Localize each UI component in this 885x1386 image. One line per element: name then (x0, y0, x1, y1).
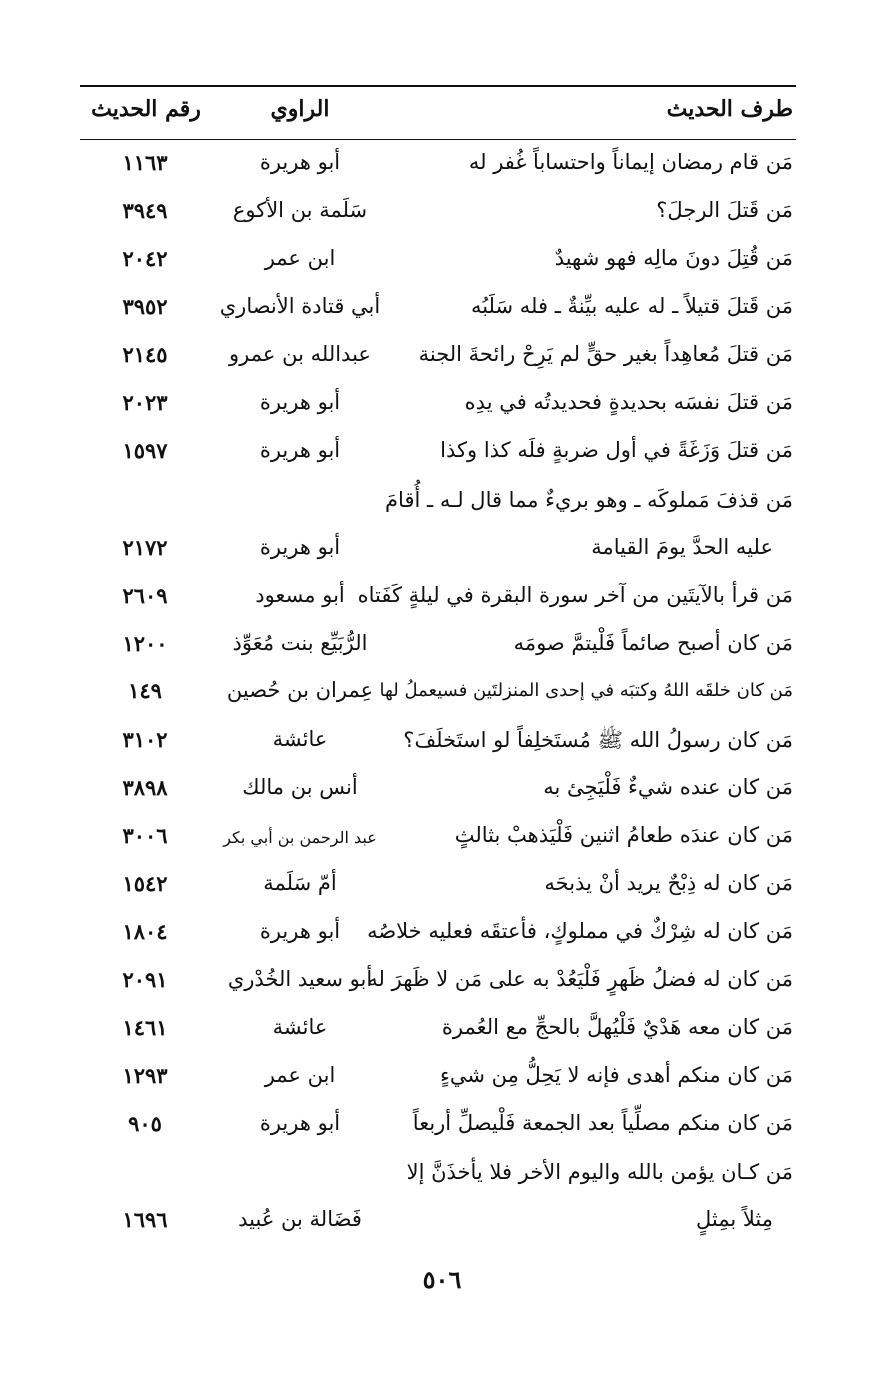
row-text-continued: عليه الحدَّ يومَ القيامة (591, 535, 773, 559)
row-narrator: أمّ سَلَمة (263, 871, 337, 895)
row-narrator: أبو هريرة (259, 535, 341, 559)
row-number: ١٢٩٣ (122, 1063, 168, 1088)
row-narrator: أبو هريرة (259, 1111, 341, 1135)
row-narrator: ابن عمر (264, 246, 336, 270)
row-narrator: عائشة (272, 1015, 328, 1039)
page-number: ٥٠٦ (422, 1265, 462, 1294)
row-text: مَن كان منكم أهدى فإنه لا يَحِلُّ مِن شيءٍ (439, 1063, 793, 1087)
row-narrator: عبدالله بن عمرو (229, 342, 371, 366)
row-text: مَن كان منكم مصلِّياً بعد الجمعة فَلْيصلِّ أربعاً (412, 1111, 793, 1135)
row-number: ٣٩٤٩ (122, 198, 168, 223)
row-number: ٢١٤٥ (122, 342, 168, 367)
header-hadith-text: طرف الحديث (666, 96, 793, 122)
row-text: مَن كان عندَه طعامُ اثنين فَلْيَذهبْ بثالثٍ (454, 823, 793, 847)
row-text: مَن قَتلَ قتيلاً ـ له عليه بيِّنةٌ ـ فله سَلَبُه (470, 294, 793, 318)
row-number: ٣٠٠٦ (122, 823, 168, 848)
row-text: مَن كان له فضلُ ظَهرٍ فَلْيَعُدْ به على مَن لا ظَهرَ له (367, 967, 793, 991)
row-text: مَن قذفَ مَملوكَه ـ وهو بريءٌ مما قال لـه ـ أُقامَ (385, 488, 793, 512)
row-text-continued: مِثلاً بمِثلٍ (695, 1207, 773, 1231)
header-narrator: الراوي (270, 96, 330, 122)
row-narrator: ابن عمر (264, 1063, 336, 1087)
row-narrator: عِمران بن حُصين (226, 678, 374, 702)
row-text: مَن قتلَ نفسَه بحديدةٍ فحديدتُه في يدِه (464, 390, 793, 414)
row-narrator: أبو مسعود (255, 583, 345, 607)
header-hadith-number: رقم الحديث (91, 96, 201, 122)
row-narrator: فَضَالة بن عُبيد (238, 1207, 362, 1231)
row-number: ١٥٩٧ (122, 438, 168, 463)
row-text: مَن كان رسولُ الله ﷺ مُستَخلِفاً لو استَخلَفَ؟ (403, 728, 793, 752)
row-text: مَن كـان يؤمن بالله واليوم الأخر فلا يأخذَنَّ إلا (406, 1160, 793, 1184)
row-narrator: أنس بن مالك (242, 775, 358, 799)
row-number: ٢١٧٢ (122, 535, 168, 560)
row-number: ٢٠٤٢ (122, 246, 168, 271)
row-number: ٢٦٠٩ (122, 583, 168, 608)
row-text: مَن كان معه هَدْيٌ فَلْيُهلَّ بالحجِّ مع العُمرة (441, 1015, 793, 1039)
row-text: مَن قُتِلَ دونَ مالِه فهو شهيدٌ (554, 246, 793, 270)
row-number: ١٤٩ (128, 678, 162, 703)
row-narrator: الرُّبَيِّع بنت مُعَوِّذ (232, 631, 368, 655)
row-number: ٢٠٩١ (122, 967, 168, 992)
row-narrator: أبي قتادة الأنصاري (219, 294, 381, 318)
row-text: مَن كان عنده شيءٌ فَلْيَجِئ به (543, 775, 793, 799)
row-number: ١٦٩٦ (122, 1207, 168, 1232)
row-number: ٩٠٥ (128, 1111, 162, 1136)
row-number: ١١٦٣ (122, 150, 168, 175)
row-narrator: أبو هريرة (259, 390, 341, 414)
row-text: مَن كان له شِرْكٌ في مملوكٍ، فأعتقَه فعليه خلاصُه (367, 919, 793, 943)
row-narrator: أبو هريرة (259, 919, 341, 943)
row-narrator: أبو هريرة (259, 150, 341, 174)
row-number: ٣١٠٢ (122, 727, 168, 752)
row-narrator: عبد الرحمن بن أبي بكر (223, 828, 377, 847)
row-text: مَن قتلَ وَزَغَةً في أول ضربةٍ فلَه كذا وكذا (440, 438, 793, 462)
row-text: مَن كان له ذِبْحٌ يريد أنْ يذبحَه (544, 871, 793, 895)
row-narrator: أبو سعيد الخُدْري (227, 967, 373, 991)
row-text: مَن قرأ بالآيتَين من آخر سورة البقرة في ليلةٍ كَفَتاه (357, 583, 793, 607)
row-narrator: عائشة (272, 727, 328, 751)
row-number: ١٥٤٢ (122, 871, 168, 896)
row-text: مَن قَتلَ الرجلَ؟ (656, 198, 793, 222)
row-number: ١٤٦١ (122, 1015, 168, 1040)
row-narrator: سَلَمة بن الأكوع (232, 198, 368, 222)
row-number: ٣٩٥٢ (122, 294, 168, 319)
row-number: ١٨٠٤ (122, 919, 168, 944)
row-narrator: أبو هريرة (259, 438, 341, 462)
row-number: ٣٨٩٨ (122, 775, 168, 800)
row-text: مَن كان خلقَه اللهُ وكتبَه في إحدى المنزلتَين فسيعملُ لها (379, 680, 793, 701)
row-number: ١٢٠٠ (122, 631, 168, 656)
row-text: مَن قام رمضان إيماناً واحتساباً غُفر له (468, 150, 793, 174)
header-rule (80, 139, 796, 140)
row-text: مَن كان أصبح صائماً فَلْيتمَّ صومَه (513, 631, 793, 655)
row-text: مَن قتلَ مُعاهِداً بغير حقٍّ لم يَرِحْ رائحةَ الجنة (418, 342, 793, 366)
top-rule (80, 85, 796, 87)
row-number: ٢٠٢٣ (122, 390, 168, 415)
